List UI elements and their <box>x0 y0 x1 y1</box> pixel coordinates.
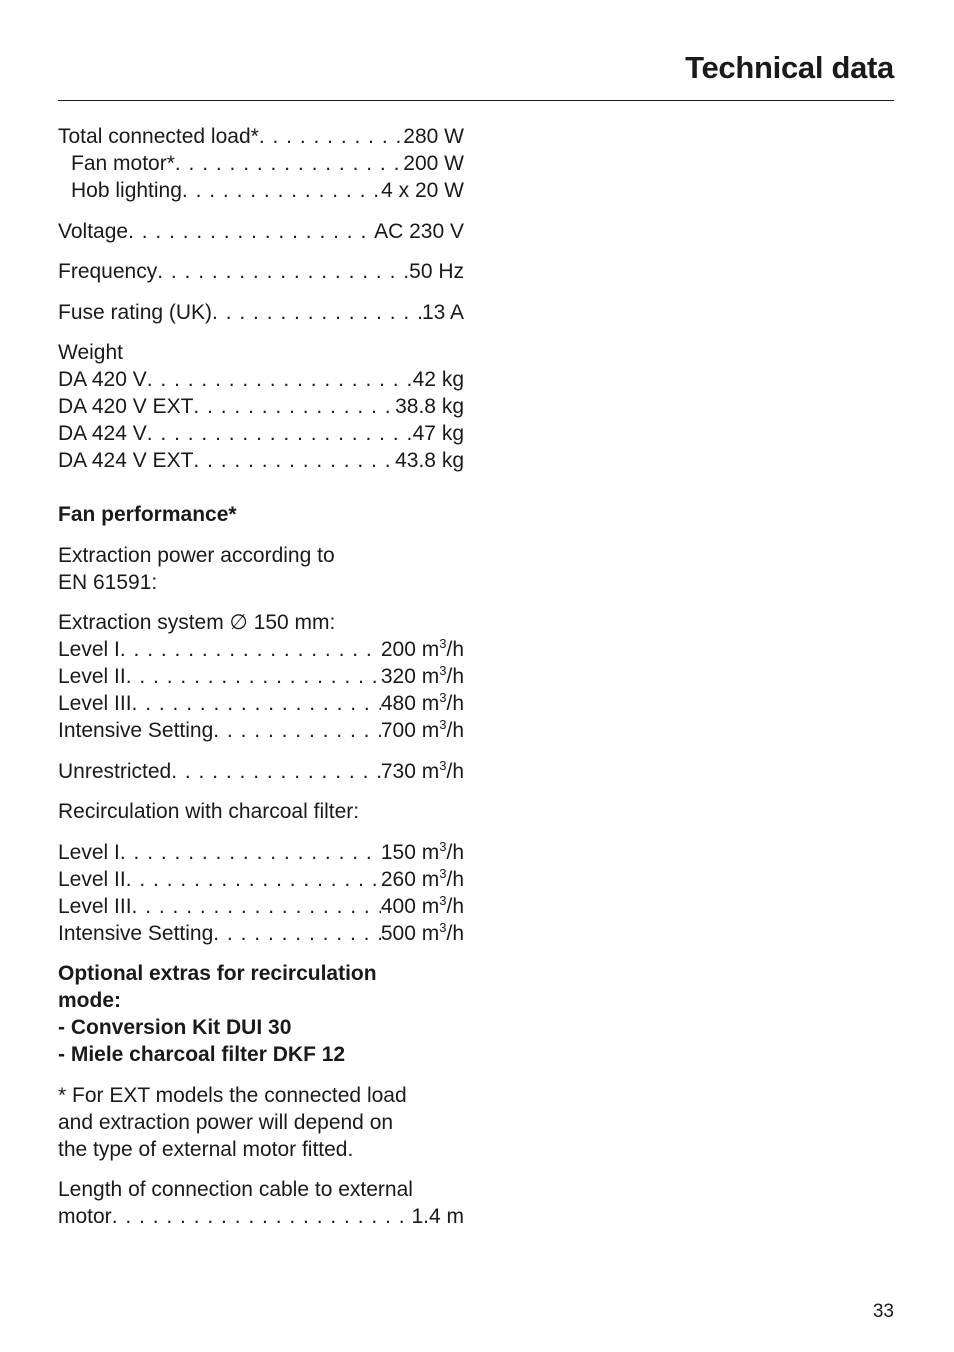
frequency-group <box>58 258 464 285</box>
spec-label: motor <box>58 1205 112 1228</box>
spec-label: Level III <box>58 894 132 918</box>
extraction-group <box>58 609 464 744</box>
spec-label: DA 424 V <box>58 422 147 445</box>
spec-label: Level II <box>58 665 126 688</box>
spec-label: Fuse rating (UK) <box>58 300 213 324</box>
spec-label: Intensive Setting <box>58 719 214 742</box>
recirculation-heading: Recirculation with charcoal filter: <box>58 800 360 823</box>
spec-value: 480 $m^3/h$ <box>380 690 464 715</box>
spec-value: 50 Hz <box>409 260 464 283</box>
spec-row-extraction <box>58 663 464 690</box>
unrestricted-group <box>58 758 464 785</box>
spec-value: 150 $m^3/h$ <box>380 838 464 864</box>
extraction-heading: Extraction system ∅ 150 mm: <box>58 611 336 634</box>
spec-value: 43.8 kg <box>395 449 464 472</box>
spec-label: Level I <box>58 638 120 661</box>
spec-row-recirculation <box>58 893 464 920</box>
voltage-group <box>58 218 464 245</box>
spec-row-weight <box>58 447 464 474</box>
spec-label: Total connected load* <box>58 125 259 148</box>
spec-label: DA 420 V <box>58 368 147 391</box>
fan-performance-heading: Fan performance* <box>58 503 237 526</box>
spec-value: 47 kg <box>412 422 464 445</box>
spec-row-fuse <box>58 299 464 326</box>
page-title: Technical data <box>685 50 894 85</box>
spec-row-extraction <box>58 690 464 717</box>
spec-label: DA 424 V EXT <box>58 449 194 472</box>
spec-row-recirculation <box>58 866 464 893</box>
spec-row-cable <box>58 1203 464 1230</box>
spec-row-hob-lighting <box>58 177 464 204</box>
extraction-intro: Extraction power according to EN 61591: <box>58 543 335 594</box>
power-group <box>58 123 464 204</box>
spec-label: Level II <box>58 867 126 891</box>
spec-row-recirculation <box>58 920 464 947</box>
weight-heading: Weight <box>58 341 123 364</box>
page-number: 33 <box>872 1301 894 1322</box>
spec-value: 200 $m^3/h$ <box>380 636 464 661</box>
spec-row-unrestricted <box>58 758 464 785</box>
header-divider <box>58 100 894 101</box>
spec-value: 38.8 kg <box>395 395 464 418</box>
spec-value: 500 $m^3/h$ <box>380 919 464 945</box>
spec-label: Frequency <box>58 260 158 283</box>
spec-row-voltage <box>58 218 464 245</box>
spec-value: 4 x 20 W <box>381 179 464 202</box>
fuse-group <box>58 299 464 326</box>
spec-label: Level III <box>58 692 132 715</box>
spec-row-weight <box>58 393 464 420</box>
spec-row-fan-motor <box>58 150 464 177</box>
spec-label: Intensive Setting <box>58 921 214 945</box>
optional-extras: Optional extras for recirculation mode: - Conversion Kit DUI 30 - Miele charcoal filter DKF 12 <box>58 962 377 1066</box>
recirculation-group <box>58 839 464 947</box>
spec-row-weight <box>58 420 464 447</box>
spec-value: 200 W <box>403 152 464 175</box>
spec-label: Level I <box>58 840 120 864</box>
weight-group <box>58 339 464 474</box>
recirculation-heading-group <box>58 798 464 825</box>
spec-row-extraction <box>58 717 464 744</box>
footnote: * For EXT models the connected load and extraction power will depend on the type of external motor fitted. <box>58 1083 407 1161</box>
spec-label: DA 420 V EXT <box>58 395 194 418</box>
spec-label: Voltage <box>58 219 129 243</box>
spec-row-weight <box>58 366 464 393</box>
spec-value: 260 $m^3/h$ <box>380 865 464 891</box>
spec-value: AC 230 V <box>374 219 464 243</box>
spec-label: Unrestricted <box>58 759 172 783</box>
spec-value: 400 $m^3/h$ <box>380 892 464 918</box>
spec-value: 1.4 m <box>411 1205 464 1228</box>
spec-row-total-load <box>58 123 464 150</box>
spec-row-extraction <box>58 636 464 663</box>
cable-group: Length of connection cable to external motor . . . 1.4 m <box>58 1176 464 1230</box>
spec-value: 280 W <box>403 125 464 148</box>
spec-value: 700 $m^3/h$ <box>380 717 464 742</box>
spec-value: 42 kg <box>412 368 464 391</box>
spec-value: 320 $m^3/h$ <box>380 663 464 688</box>
spec-value: 13 A <box>421 300 464 324</box>
spec-row-frequency <box>58 258 464 285</box>
spec-value: 730 $m^3/h$ <box>380 757 464 783</box>
spec-label: Hob lighting <box>71 179 182 202</box>
spec-content <box>58 123 464 1244</box>
spec-label: Fan motor* <box>71 152 175 175</box>
spec-row-recirculation <box>58 839 464 866</box>
